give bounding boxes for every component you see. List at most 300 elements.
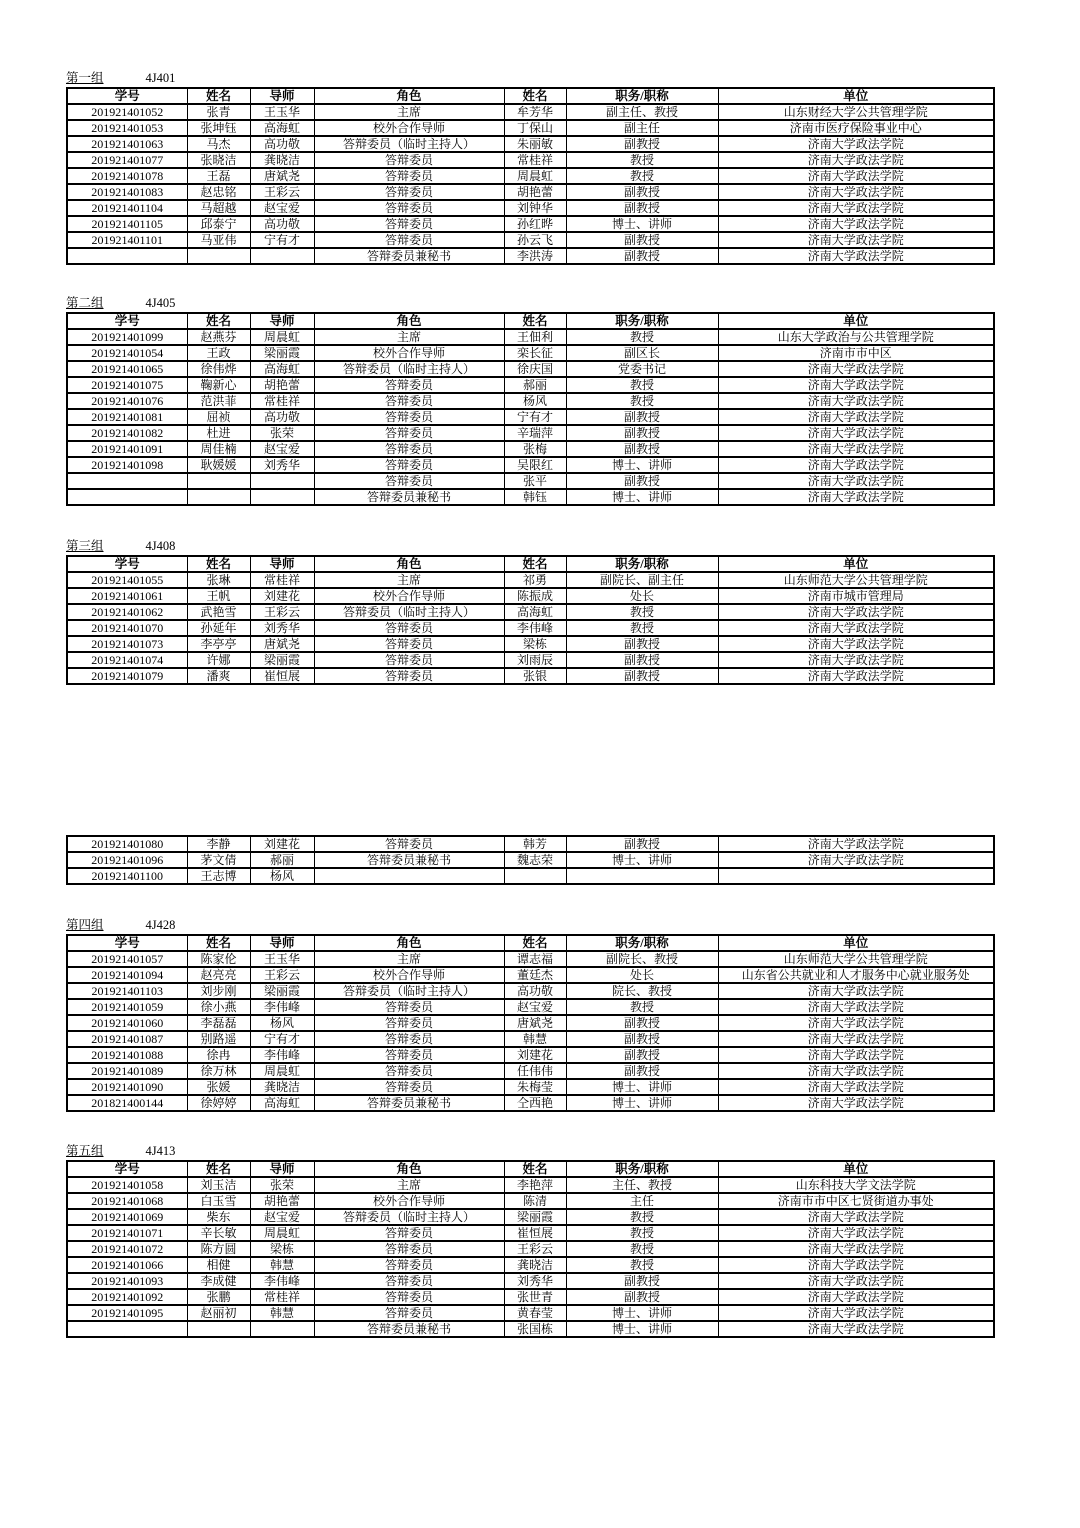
table-row [67, 868, 994, 884]
cell-student-name: 王政 [187, 345, 250, 361]
cell-advisor: 常桂祥 [250, 393, 314, 409]
cell-student-id: 201921401070 [67, 620, 187, 636]
cell-member-name: 朱丽敏 [504, 136, 566, 152]
cell-organization: 济南大学政法学院 [718, 473, 994, 489]
table-row [67, 473, 994, 489]
column-header-organization: 单位 [718, 88, 994, 104]
table-row [67, 425, 994, 441]
cell-member-name: 魏志荣 [504, 852, 566, 868]
cell-member-name: 王佃利 [504, 329, 566, 345]
cell-member-name: 龚晓洁 [504, 1257, 566, 1273]
cell-title: 副主任、教授 [566, 104, 718, 120]
cell-role: 答辩委员 [314, 1305, 504, 1321]
cell-student-name: 武艳雪 [187, 604, 250, 620]
column-header-advisor: 导师 [250, 313, 314, 329]
cell-role: 答辩委员 [314, 152, 504, 168]
cell-organization: 济南大学政法学院 [718, 1079, 994, 1095]
table-row [67, 377, 994, 393]
cell-organization: 山东师范大学公共管理学院 [718, 572, 994, 588]
cell-student-name: 张青 [187, 104, 250, 120]
cell-member-name: 杨风 [504, 393, 566, 409]
cell-title: 副教授 [566, 836, 718, 852]
cell-title: 教授 [566, 1257, 718, 1273]
cell-member-name: 胡艳蕾 [504, 184, 566, 200]
table-row [67, 393, 994, 409]
cell-title: 博士、讲师 [566, 1079, 718, 1095]
cell-member-name: 辛瑞萍 [504, 425, 566, 441]
cell-member-name: 刘建花 [504, 1047, 566, 1063]
cell-organization: 济南大学政法学院 [718, 652, 994, 668]
cell-advisor [250, 248, 314, 264]
table-row [67, 1257, 994, 1273]
table-row [67, 120, 994, 136]
cell-student-id: 201921401061 [67, 588, 187, 604]
cell-student-id: 201921401091 [67, 441, 187, 457]
cell-title: 副教授 [566, 652, 718, 668]
cell-student-id: 201921401103 [67, 983, 187, 999]
column-header-organization: 单位 [718, 313, 994, 329]
cell-student-name: 张媛 [187, 1079, 250, 1095]
cell-role: 校外合作导师 [314, 967, 504, 983]
cell-student-id: 201921401063 [67, 136, 187, 152]
table-row [67, 983, 994, 999]
cell-member-name: 牟芳华 [504, 104, 566, 120]
group-name: 第三组 [66, 539, 104, 553]
cell-student-id: 201921401096 [67, 852, 187, 868]
cell-organization: 济南大学政法学院 [718, 636, 994, 652]
cell-organization: 济南大学政法学院 [718, 152, 994, 168]
cell-advisor: 刘秀华 [250, 457, 314, 473]
cell-student-id: 201921401057 [67, 951, 187, 967]
cell-member-name [504, 868, 566, 884]
cell-advisor: 张荣 [250, 1177, 314, 1193]
cell-member-name: 陈清 [504, 1193, 566, 1209]
cell-title: 博士、讲师 [566, 852, 718, 868]
table-body [67, 572, 994, 684]
cell-organization: 济南大学政法学院 [718, 983, 994, 999]
table-header [67, 935, 994, 951]
table-row [67, 184, 994, 200]
table-row [67, 457, 994, 473]
table-row [67, 572, 994, 588]
cell-student-id: 201921401059 [67, 999, 187, 1015]
column-header-advisor: 导师 [250, 88, 314, 104]
cell-title: 副教授 [566, 184, 718, 200]
cell-student-name: 屈祯 [187, 409, 250, 425]
table-row [67, 200, 994, 216]
cell-student-id [67, 489, 187, 505]
defense-committee-table-group3 [66, 555, 995, 685]
cell-advisor: 高海虹 [250, 1095, 314, 1111]
table-row [67, 329, 994, 345]
cell-organization: 山东财经大学公共管理学院 [718, 104, 994, 120]
cell-member-name: 张国栋 [504, 1321, 566, 1337]
cell-member-name: 张平 [504, 473, 566, 489]
cell-member-name: 李艳萍 [504, 1177, 566, 1193]
table-row [67, 836, 994, 852]
column-header-student-id: 学号 [67, 1161, 187, 1177]
cell-advisor: 赵宝爱 [250, 1209, 314, 1225]
cell-student-name: 潘爽 [187, 668, 250, 684]
cell-student-id: 201921401082 [67, 425, 187, 441]
cell-role: 答辩委员兼秘书 [314, 852, 504, 868]
cell-title: 党委书记 [566, 361, 718, 377]
cell-role: 答辩委员 [314, 1047, 504, 1063]
cell-student-id: 201921401092 [67, 1289, 187, 1305]
cell-role: 答辩委员 [314, 620, 504, 636]
cell-member-name: 陈振成 [504, 588, 566, 604]
cell-student-name: 许娜 [187, 652, 250, 668]
cell-student-name: 赵燕芬 [187, 329, 250, 345]
cell-title: 教授 [566, 152, 718, 168]
cell-member-name: 梁栋 [504, 636, 566, 652]
cell-member-name: 高功敬 [504, 983, 566, 999]
cell-organization: 济南大学政法学院 [718, 1289, 994, 1305]
cell-student-name: 李静 [187, 836, 250, 852]
cell-organization: 济南大学政法学院 [718, 489, 994, 505]
cell-advisor: 韩慧 [250, 1305, 314, 1321]
room-number: 4J408 [145, 539, 176, 553]
cell-organization: 济南市医疗保险事业中心 [718, 120, 994, 136]
cell-role: 答辩委员兼秘书 [314, 1095, 504, 1111]
cell-member-name: 黄春莹 [504, 1305, 566, 1321]
cell-student-id: 201921401068 [67, 1193, 187, 1209]
cell-organization: 济南大学政法学院 [718, 441, 994, 457]
room-number: 4J405 [145, 296, 176, 310]
cell-advisor: 李伟峰 [250, 1047, 314, 1063]
cell-advisor: 胡艳蕾 [250, 1193, 314, 1209]
cell-student-id: 201921401090 [67, 1079, 187, 1095]
cell-student-id: 201921401071 [67, 1225, 187, 1241]
column-header-role: 角色 [314, 556, 504, 572]
cell-organization: 济南大学政法学院 [718, 1095, 994, 1111]
cell-organization: 济南市市中区七贤街道办事处 [718, 1193, 994, 1209]
cell-student-id: 201921401065 [67, 361, 187, 377]
cell-role: 答辩委员 [314, 1289, 504, 1305]
cell-student-name: 王帆 [187, 588, 250, 604]
table-row [67, 1047, 994, 1063]
cell-title: 副教授 [566, 473, 718, 489]
table-row [67, 951, 994, 967]
cell-title [566, 868, 718, 884]
cell-role: 主席 [314, 951, 504, 967]
cell-student-id: 201921401078 [67, 168, 187, 184]
cell-student-id: 201921401093 [67, 1273, 187, 1289]
table-row [67, 104, 994, 120]
cell-member-name: 刘雨辰 [504, 652, 566, 668]
cell-student-name: 茅文倩 [187, 852, 250, 868]
cell-organization: 济南大学政法学院 [718, 1063, 994, 1079]
cell-advisor: 高功敬 [250, 136, 314, 152]
cell-member-name: 张世青 [504, 1289, 566, 1305]
cell-student-name: 白玉雪 [187, 1193, 250, 1209]
group-name: 第四组 [66, 918, 104, 932]
cell-student-id: 201921401079 [67, 668, 187, 684]
cell-advisor: 高海虹 [250, 120, 314, 136]
cell-student-id: 201821400144 [67, 1095, 187, 1111]
cell-advisor: 胡艳蕾 [250, 377, 314, 393]
cell-student-name: 王志博 [187, 868, 250, 884]
cell-organization: 济南大学政法学院 [718, 232, 994, 248]
cell-member-name: 宁有才 [504, 409, 566, 425]
cell-advisor: 王玉华 [250, 951, 314, 967]
table-row [67, 216, 994, 232]
column-header-advisor: 导师 [250, 1161, 314, 1177]
cell-organization: 济南大学政法学院 [718, 1209, 994, 1225]
cell-role: 主席 [314, 329, 504, 345]
cell-title: 副教授 [566, 1047, 718, 1063]
cell-organization: 济南大学政法学院 [718, 999, 994, 1015]
cell-student-id: 201921401095 [67, 1305, 187, 1321]
cell-role: 答辩委员 [314, 636, 504, 652]
column-header-member-name: 姓名 [504, 1161, 566, 1177]
cell-member-name: 孙红晔 [504, 216, 566, 232]
column-header-role: 角色 [314, 1161, 504, 1177]
header-row [67, 935, 994, 951]
cell-role: 答辩委员 [314, 652, 504, 668]
cell-student-id [67, 248, 187, 264]
cell-title: 副教授 [566, 668, 718, 684]
header-row [67, 1161, 994, 1177]
cell-advisor: 王玉华 [250, 104, 314, 120]
cell-title: 副教授 [566, 1031, 718, 1047]
cell-advisor: 周晨虹 [250, 1063, 314, 1079]
cell-advisor: 梁栋 [250, 1241, 314, 1257]
cell-organization: 济南大学政法学院 [718, 409, 994, 425]
cell-student-name: 周佳楠 [187, 441, 250, 457]
column-header-organization: 单位 [718, 1161, 994, 1177]
table-row [67, 620, 994, 636]
column-header-member-name: 姓名 [504, 556, 566, 572]
column-header-student-id: 学号 [67, 556, 187, 572]
column-header-member-name: 姓名 [504, 313, 566, 329]
cell-student-name: 赵丽初 [187, 1305, 250, 1321]
cell-role: 答辩委员 [314, 1015, 504, 1031]
cell-role: 答辩委员 [314, 393, 504, 409]
cell-organization: 济南大学政法学院 [718, 1241, 994, 1257]
cell-organization: 济南大学政法学院 [718, 1321, 994, 1337]
table-row [67, 361, 994, 377]
cell-student-name: 张琳 [187, 572, 250, 588]
cell-student-id: 201921401087 [67, 1031, 187, 1047]
cell-title: 教授 [566, 1209, 718, 1225]
cell-title: 副教授 [566, 1273, 718, 1289]
cell-title: 处长 [566, 588, 718, 604]
table-row [67, 1289, 994, 1305]
table-header [67, 88, 994, 104]
cell-student-name: 邱泰宁 [187, 216, 250, 232]
column-header-student-id: 学号 [67, 313, 187, 329]
cell-organization: 济南大学政法学院 [718, 168, 994, 184]
table-row [67, 999, 994, 1015]
cell-student-name: 李磊磊 [187, 1015, 250, 1031]
column-header-student-name: 姓名 [187, 1161, 250, 1177]
cell-member-name: 韩慧 [504, 1031, 566, 1047]
cell-role: 校外合作导师 [314, 1193, 504, 1209]
cell-role: 答辩委员 [314, 1031, 504, 1047]
cell-title: 博士、讲师 [566, 1305, 718, 1321]
cell-role: 答辩委员 [314, 668, 504, 684]
table-row [67, 668, 994, 684]
column-header-student-name: 姓名 [187, 935, 250, 951]
cell-organization: 济南大学政法学院 [718, 393, 994, 409]
cell-organization: 济南大学政法学院 [718, 668, 994, 684]
cell-student-name: 王磊 [187, 168, 250, 184]
cell-organization: 济南大学政法学院 [718, 1031, 994, 1047]
cell-advisor: 高功敬 [250, 409, 314, 425]
defense-committee-table-group2 [66, 312, 995, 506]
group-name: 第二组 [66, 296, 104, 310]
cell-title: 副院长、副主任 [566, 572, 718, 588]
cell-student-name: 徐小燕 [187, 999, 250, 1015]
cell-student-name: 陈方圆 [187, 1241, 250, 1257]
table-row [67, 441, 994, 457]
column-header-member-name: 姓名 [504, 88, 566, 104]
group-label [66, 919, 1080, 932]
cell-title: 副教授 [566, 409, 718, 425]
table-row [67, 1177, 994, 1193]
cell-student-id: 201921401058 [67, 1177, 187, 1193]
cell-title: 副教授 [566, 1289, 718, 1305]
cell-title: 副教授 [566, 200, 718, 216]
cell-role: 主席 [314, 104, 504, 120]
cell-organization: 济南大学政法学院 [718, 184, 994, 200]
cell-member-name: 朱梅莹 [504, 1079, 566, 1095]
group-section-3 [66, 540, 1080, 685]
cell-student-id: 201921401054 [67, 345, 187, 361]
cell-student-id: 201921401077 [67, 152, 187, 168]
cell-role: 答辩委员 [314, 473, 504, 489]
cell-student-id: 201921401104 [67, 200, 187, 216]
cell-role: 答辩委员（临时主持人） [314, 361, 504, 377]
cell-member-name: 崔恒展 [504, 1225, 566, 1241]
group-label [66, 72, 1080, 85]
cell-organization: 山东大学政治与公共管理学院 [718, 329, 994, 345]
table-row [67, 136, 994, 152]
room-number: 4J428 [145, 918, 176, 932]
group-label [66, 540, 1080, 553]
cell-advisor: 赵宝爱 [250, 441, 314, 457]
cell-role: 答辩委员 [314, 1257, 504, 1273]
cell-advisor: 龚晓洁 [250, 152, 314, 168]
cell-title: 副院长、教授 [566, 951, 718, 967]
cell-organization: 济南市市中区 [718, 345, 994, 361]
cell-member-name: 常桂祥 [504, 152, 566, 168]
cell-student-name: 张坤钰 [187, 120, 250, 136]
table-row [67, 588, 994, 604]
table-body [67, 836, 994, 884]
cell-student-id: 201921401073 [67, 636, 187, 652]
cell-role: 答辩委员 [314, 409, 504, 425]
cell-student-id [67, 1321, 187, 1337]
group-name: 第一组 [66, 71, 104, 85]
cell-title: 副教授 [566, 232, 718, 248]
table-row [67, 1063, 994, 1079]
cell-student-id: 201921401094 [67, 967, 187, 983]
table-row [67, 248, 994, 264]
cell-organization: 济南大学政法学院 [718, 620, 994, 636]
cell-organization: 济南大学政法学院 [718, 248, 994, 264]
group-section-5 [66, 1145, 1080, 1338]
cell-role: 答辩委员（临时主持人） [314, 604, 504, 620]
column-header-role: 角色 [314, 935, 504, 951]
cell-student-name: 徐冉 [187, 1047, 250, 1063]
cell-advisor: 常桂祥 [250, 572, 314, 588]
cell-student-name [187, 473, 250, 489]
cell-title: 副教授 [566, 441, 718, 457]
cell-member-name: 王彩云 [504, 1241, 566, 1257]
cell-advisor: 王彩云 [250, 604, 314, 620]
table-row [67, 1273, 994, 1289]
cell-student-name: 刘玉洁 [187, 1177, 250, 1193]
cell-advisor: 宁有才 [250, 232, 314, 248]
cell-advisor: 高海虹 [250, 361, 314, 377]
cell-student-id: 201921401105 [67, 216, 187, 232]
cell-student-name: 徐万林 [187, 1063, 250, 1079]
cell-organization: 济南大学政法学院 [718, 425, 994, 441]
column-header-advisor: 导师 [250, 935, 314, 951]
cell-student-name: 徐婷婷 [187, 1095, 250, 1111]
cell-role: 答辩委员兼秘书 [314, 248, 504, 264]
defense-committee-table-group4 [66, 934, 995, 1112]
table-header [67, 313, 994, 329]
cell-role: 校外合作导师 [314, 120, 504, 136]
cell-role: 主席 [314, 572, 504, 588]
cell-advisor [250, 473, 314, 489]
column-header-title: 职务/职称 [566, 313, 718, 329]
table-row [67, 1193, 994, 1209]
column-header-title: 职务/职称 [566, 935, 718, 951]
column-header-advisor: 导师 [250, 556, 314, 572]
cell-title: 博士、讲师 [566, 489, 718, 505]
cell-organization: 山东师范大学公共管理学院 [718, 951, 994, 967]
column-header-title: 职务/职称 [566, 1161, 718, 1177]
cell-student-id: 201921401098 [67, 457, 187, 473]
table-row [67, 1241, 994, 1257]
cell-student-name: 李亭亭 [187, 636, 250, 652]
cell-student-id: 201921401089 [67, 1063, 187, 1079]
header-row [67, 313, 994, 329]
cell-advisor: 龚晓洁 [250, 1079, 314, 1095]
cell-member-name: 李伟峰 [504, 620, 566, 636]
cell-student-name: 刘步刚 [187, 983, 250, 999]
cell-advisor: 刘秀华 [250, 620, 314, 636]
group-label [66, 1145, 1080, 1158]
cell-title: 副教授 [566, 248, 718, 264]
cell-title: 教授 [566, 393, 718, 409]
cell-student-name: 孙延年 [187, 620, 250, 636]
table-body [67, 104, 994, 264]
table-row [67, 1305, 994, 1321]
cell-role: 答辩委员 [314, 1273, 504, 1289]
table-row [67, 1031, 994, 1047]
cell-advisor: 刘建花 [250, 588, 314, 604]
cell-member-name: 张梅 [504, 441, 566, 457]
cell-student-name: 张晓洁 [187, 152, 250, 168]
cell-student-id: 201921401081 [67, 409, 187, 425]
table-body [67, 329, 994, 505]
cell-title: 教授 [566, 377, 718, 393]
cell-title: 副教授 [566, 636, 718, 652]
cell-title: 主任 [566, 1193, 718, 1209]
cell-member-name: 丁保山 [504, 120, 566, 136]
cell-title: 副区长 [566, 345, 718, 361]
cell-organization: 济南大学政法学院 [718, 836, 994, 852]
group-section-4 [66, 919, 1080, 1112]
cell-organization: 济南大学政法学院 [718, 1305, 994, 1321]
cell-advisor: 高功敬 [250, 216, 314, 232]
column-header-member-name: 姓名 [504, 935, 566, 951]
